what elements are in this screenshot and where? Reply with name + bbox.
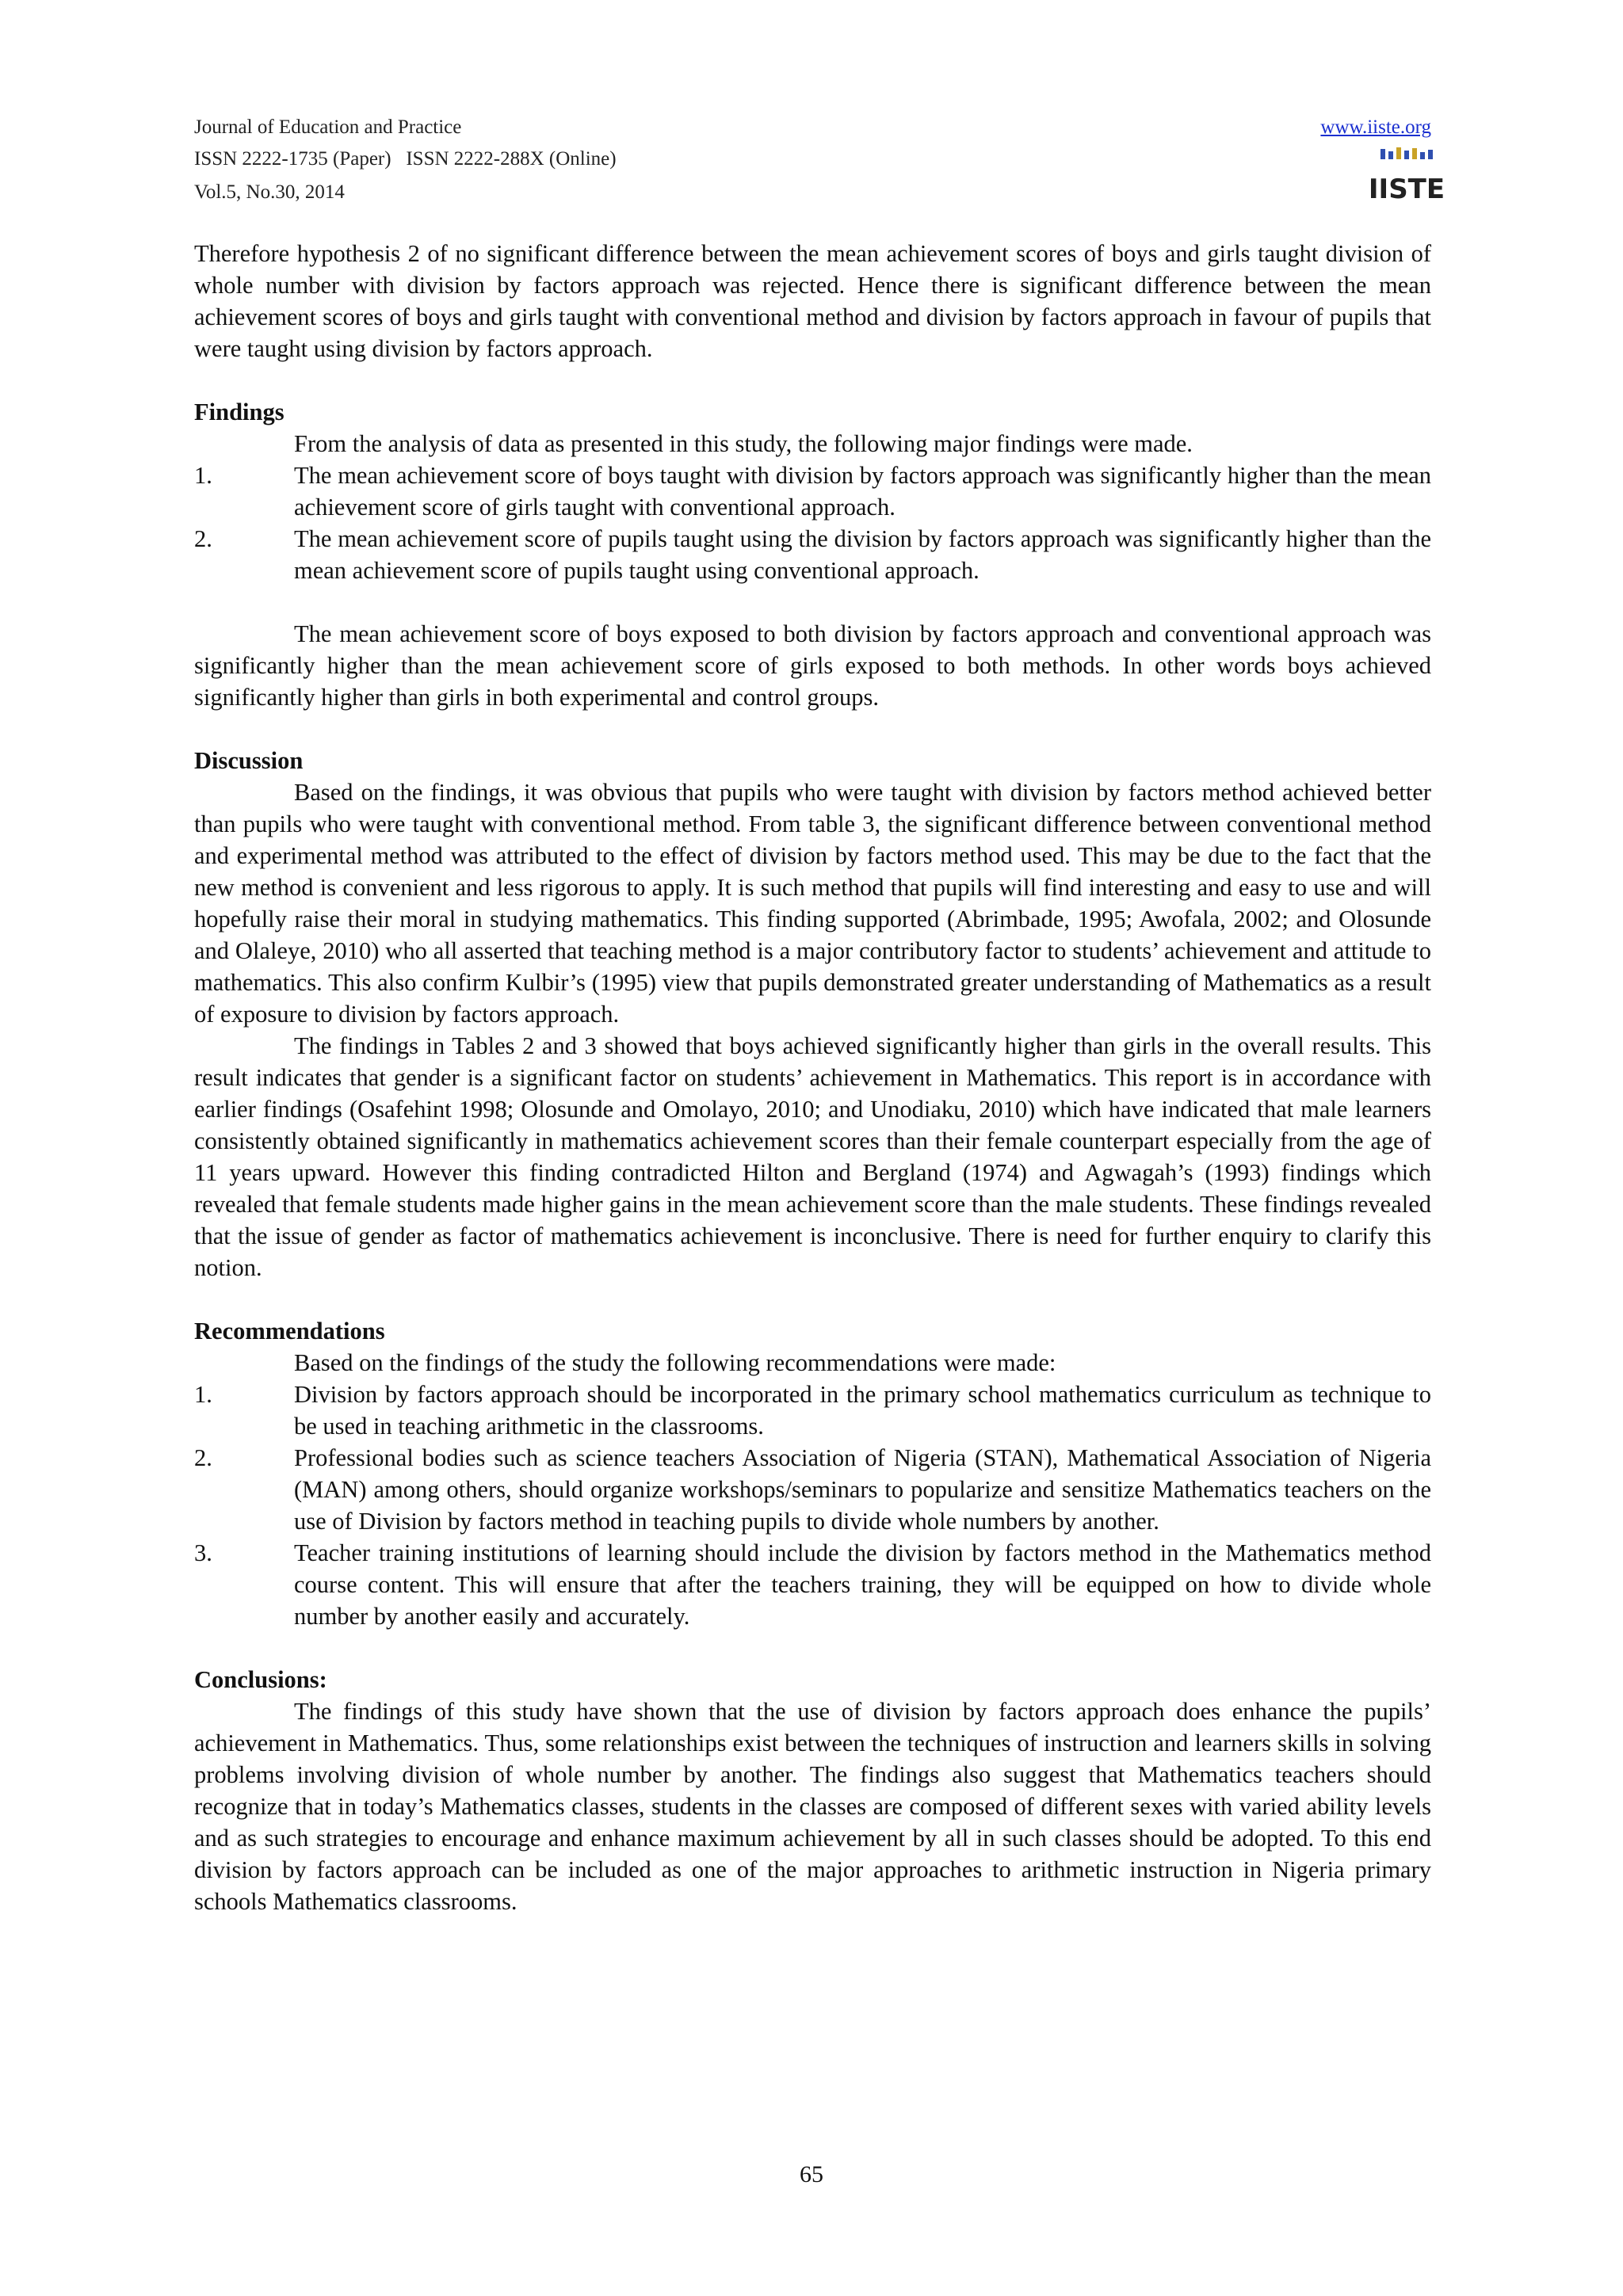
findings-item: [194, 523, 1431, 586]
findings-lead: From the analysis of data as presented in this study, the following major findings were made.: [294, 430, 1193, 457]
recommendation-item-text: Teacher training institutions of learning should include the division by factors method in the Mathematics method course content. This will ensure that after the teachers training, they will be equipped on how to divide whole number by another easily and accurately.: [294, 1539, 1431, 1630]
recommendation-item-text: Professional bodies such as science teachers Association of Nigeria (STAN), Mathematical Association of Nigeria (MAN) among others, should organize workshops/seminars to popularize and sensitize Mathematics teachers on the use of Division by factors method in teaching pupils to divide whole numbers by another.: [294, 1444, 1431, 1535]
findings-closing: The mean achievement score of boys exposed to both division by factors approach and conventional approach was significantly higher than the mean achievement score of girls exposed to both methods. In other words boys achieved significantly higher than girls in both experimental and control groups.: [194, 620, 1431, 711]
findings-item: [194, 460, 1431, 523]
recommendation-item-number: 2.: [194, 1444, 212, 1471]
recommendation-item-number: 3.: [194, 1539, 212, 1566]
discussion-paragraph-1: Based on the findings, it was obvious that pupils who were taught with division by factors method achieved better than pupils who were taught with conventional method. From table 3, the significant difference between conventional method and experimental method was attributed to the effect of division by factors method used. This may be due to the fact that the new method is convenient and less rigorous to apply. It is such method that pupils will find interesting and easy to use and will hopefully raise their moral in studying mathematics. This finding supported (Abrimbade, 1995; Awofala, 2002; and Olosunde and Olaleye, 2010) who all asserted that teaching method is a major contributory factor to students’ achievement and attitude to mathematics. This also confirm Kulbir’s (1995) view that pupils demonstrated greater understanding of Mathematics as a result of exposure to division by factors approach.: [194, 779, 1431, 1028]
recommendation-item: [194, 1442, 1431, 1537]
conclusions-heading: Conclusions:: [194, 1666, 327, 1693]
issn-line: ISSN 2222-1735 (Paper) ISSN 2222-288X (Online): [194, 148, 617, 170]
findings-heading: Findings: [194, 399, 285, 425]
recommendation-item-text: Division by factors approach should be incorporated in the primary school mathematics curriculum as technique to be used in teaching arithmetic in the classrooms.: [294, 1381, 1431, 1440]
conclusions-paragraph: The findings of this study have shown that the use of division by factors approach does enhance the pupils’ achievement in Mathematics. Thus, some relationships exist between the techniques of instruction and learners skills in solving problems involving division of whole number by another. The findings also suggest that Mathematics teachers should recognize that in today’s Mathematics classes, students in the classes are composed of different sexes with varied ability levels and as such strategies to encourage and enhance maximum achievement by all in such classes should be adopted. To this end division by factors approach can be included as one of the major approaches to arithmetic instruction in Nigeria primary schools Mathematics classrooms.: [194, 1698, 1431, 1915]
page-number: 65: [800, 2161, 823, 2187]
recommendations-heading: Recommendations: [194, 1318, 385, 1344]
findings-item-text: The mean achievement score of boys taught with division by factors approach was significantly higher than the mean achievement score of girls taught with conventional approach.: [294, 462, 1431, 521]
article-body: [194, 238, 1431, 1917]
findings-item-number: 1.: [194, 462, 212, 489]
website-link[interactable]: www.iiste.org: [1320, 116, 1431, 138]
discussion-heading: Discussion: [194, 747, 304, 774]
intro-paragraph: Therefore hypothesis 2 of no significant difference between the mean achievement scores of boys and girls taught division of whole number with division by factors approach was rejected. Hence there is significant difference between the mean achievement scores of boys and girls taught with conventional method and division by factors approach in favour of pupils that were taught using division by factors approach.: [194, 240, 1431, 362]
recommendation-item-number: 1.: [194, 1381, 212, 1408]
iiste-logo: [1368, 147, 1445, 205]
recommendation-item: [194, 1537, 1431, 1632]
findings-item-text: The mean achievement score of pupils taught using the division by factors approach was significantly higher than the mean achievement score of pupils taught using conventional approach.: [294, 525, 1431, 584]
findings-item-number: 2.: [194, 525, 212, 552]
recommendations-lead: Based on the findings of the study the following recommendations were made:: [294, 1349, 1056, 1376]
svg-text:IISTE: IISTE: [1368, 174, 1445, 205]
recommendation-item: [194, 1379, 1431, 1442]
discussion-paragraph-2: The findings in Tables 2 and 3 showed that boys achieved significantly higher than girls in the overall results. This result indicates that gender is a significant factor on students’ achievement in Mathematics. This report is in accordance with earlier findings (Osafehint 1998; Olosunde and Omolayo, 2010; and Unodiaku, 2010) which have indicated that male learners consistently obtained significantly in mathematics achievement scores than their female counterpart especially from the age of 11 years upward. However this finding contradicted Hilton and Bergland (1974) and Agwagah’s (1993) findings which revealed that female students made higher gains in the mean achievement score than the male students. These findings revealed that the issue of gender as factor of mathematics achievement is inconclusive. There is need for further enquiry to clarify this notion.: [194, 1032, 1431, 1281]
journal-name: Journal of Education and Practice: [194, 116, 462, 138]
volume-line: Vol.5, No.30, 2014: [194, 181, 345, 203]
